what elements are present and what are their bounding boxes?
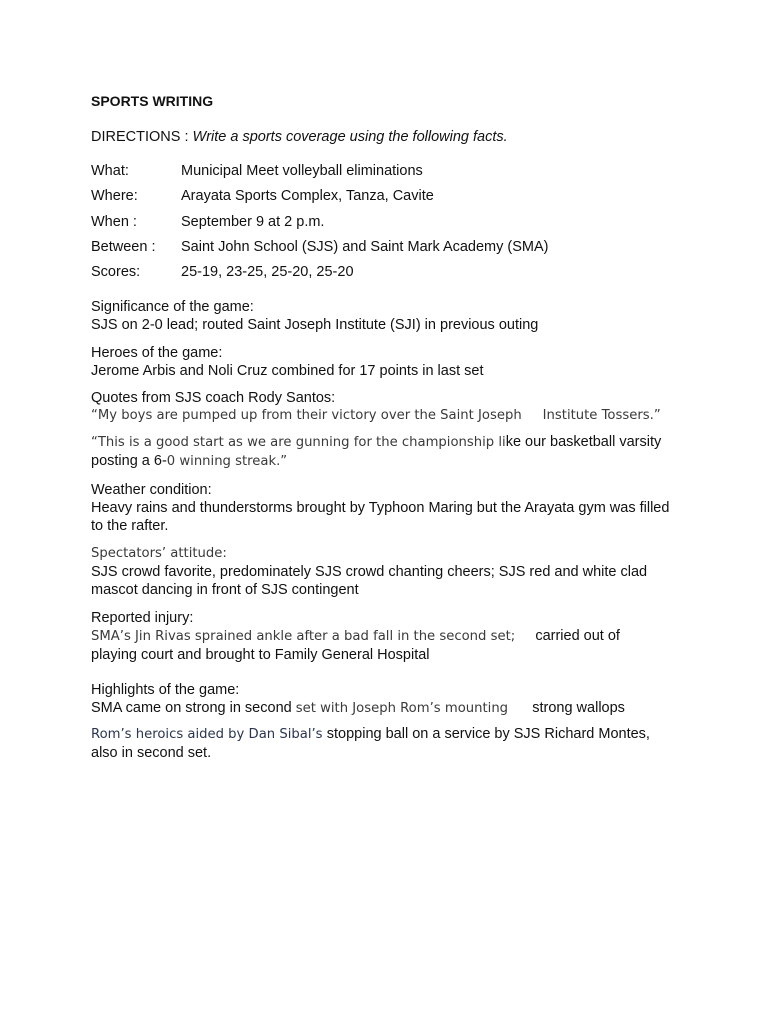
- directions: [91, 128, 681, 148]
- section-heading: Heroes of the game:: [91, 345, 223, 362]
- fact-label: What:: [91, 163, 129, 179]
- quote-2-part: ke our basketball varsity: [505, 434, 662, 451]
- section-text: SJS crowd favorite, predominately SJS crowd chanting cheers; SJS red and white clad mascot dancing in front of SJS contingent: [91, 564, 648, 599]
- section-text: [91, 627, 681, 646]
- section-text: SJS on 2-0 lead; routed Saint Joseph Institute (SJI) in previous outing: [91, 317, 539, 334]
- fact-label: Between :: [91, 238, 156, 255]
- quote-2: [91, 433, 681, 471]
- quote-2-part: posting a 6-: [91, 453, 167, 470]
- injury-section: [91, 609, 681, 664]
- injury-part: SMA’s Jin Rivas sprained ankle after a bad fall in the second set;: [91, 629, 516, 645]
- highlights-part: SMA came on strong in second: [91, 700, 296, 717]
- fact-row-where: [91, 187, 681, 212]
- highlights-part: also in second set.: [91, 745, 212, 762]
- fact-value: 25-19, 23-25, 25-20, 25-20: [181, 264, 354, 281]
- fact-value: Saint John School (SJS) and Saint Mark Academy (SMA): [181, 238, 549, 255]
- highlights-line-1: [91, 699, 681, 718]
- fact-value: September 9 at 2 p.m.: [181, 213, 325, 230]
- highlights-part: strong wallops: [508, 700, 625, 717]
- spectators-section: [91, 545, 681, 599]
- fact-label: Where:: [91, 188, 138, 205]
- directions-label: DIRECTIONS :: [91, 129, 193, 145]
- section-text: playing court and brought to Family General Hospital: [91, 647, 430, 664]
- significance-section: [91, 298, 681, 334]
- document-page: [91, 92, 681, 762]
- fact-row-between: [91, 238, 681, 263]
- section-heading: Highlights of the game:: [91, 682, 240, 699]
- section-heading: Weather condition:: [91, 482, 212, 499]
- section-heading: Reported injury:: [91, 610, 194, 627]
- directions-text: Write a sports coverage using the following facts.: [192, 129, 508, 145]
- quote-2-part: 0 winning streak.”: [166, 454, 288, 470]
- fact-row-what: [91, 162, 681, 187]
- highlights-part: stopping ball on a service by SJS Richard Montes,: [326, 726, 650, 743]
- fact-label: Scores:: [91, 264, 141, 281]
- highlights-part: Rom’s heroics aided by Dan Sibal’s: [91, 727, 327, 743]
- section-heading: Significance of the game:: [91, 299, 254, 316]
- heroes-section: [91, 344, 681, 380]
- fact-row-scores: [91, 263, 681, 288]
- section-heading: Quotes from SJS coach Rody Santos:: [91, 390, 336, 407]
- highlights-part: set with Joseph Rom’s mounting: [295, 701, 509, 717]
- weather-section: [91, 481, 681, 535]
- document-title: SPORTS WRITING: [91, 93, 214, 109]
- fact-value: Arayata Sports Complex, Tanza, Cavite: [181, 188, 434, 205]
- fact-label: When :: [91, 213, 137, 230]
- highlights-line-2: [91, 725, 681, 762]
- quotes-section: [91, 389, 681, 471]
- facts-list: [91, 162, 681, 288]
- highlights-section: [91, 681, 681, 762]
- section-text: Jerome Arbis and Noli Cruz combined for 17 points in last set: [91, 363, 484, 380]
- fact-value: Municipal Meet volleyball eliminations: [181, 163, 423, 179]
- fact-row-when: [91, 213, 681, 238]
- quote-2-part: “This is a good start as we are gunning for the championship li: [91, 435, 506, 451]
- quote-1: “My boys are pumped up from their victory over the Saint Joseph Institute Tossers.”: [91, 408, 661, 424]
- injury-part: carried out of: [515, 628, 620, 645]
- section-heading: Spectators’ attitude:: [91, 546, 227, 562]
- section-text: Heavy rains and thunderstorms brought by Typhoon Maring but the Arayata gym was filled to the rafter.: [91, 500, 670, 535]
